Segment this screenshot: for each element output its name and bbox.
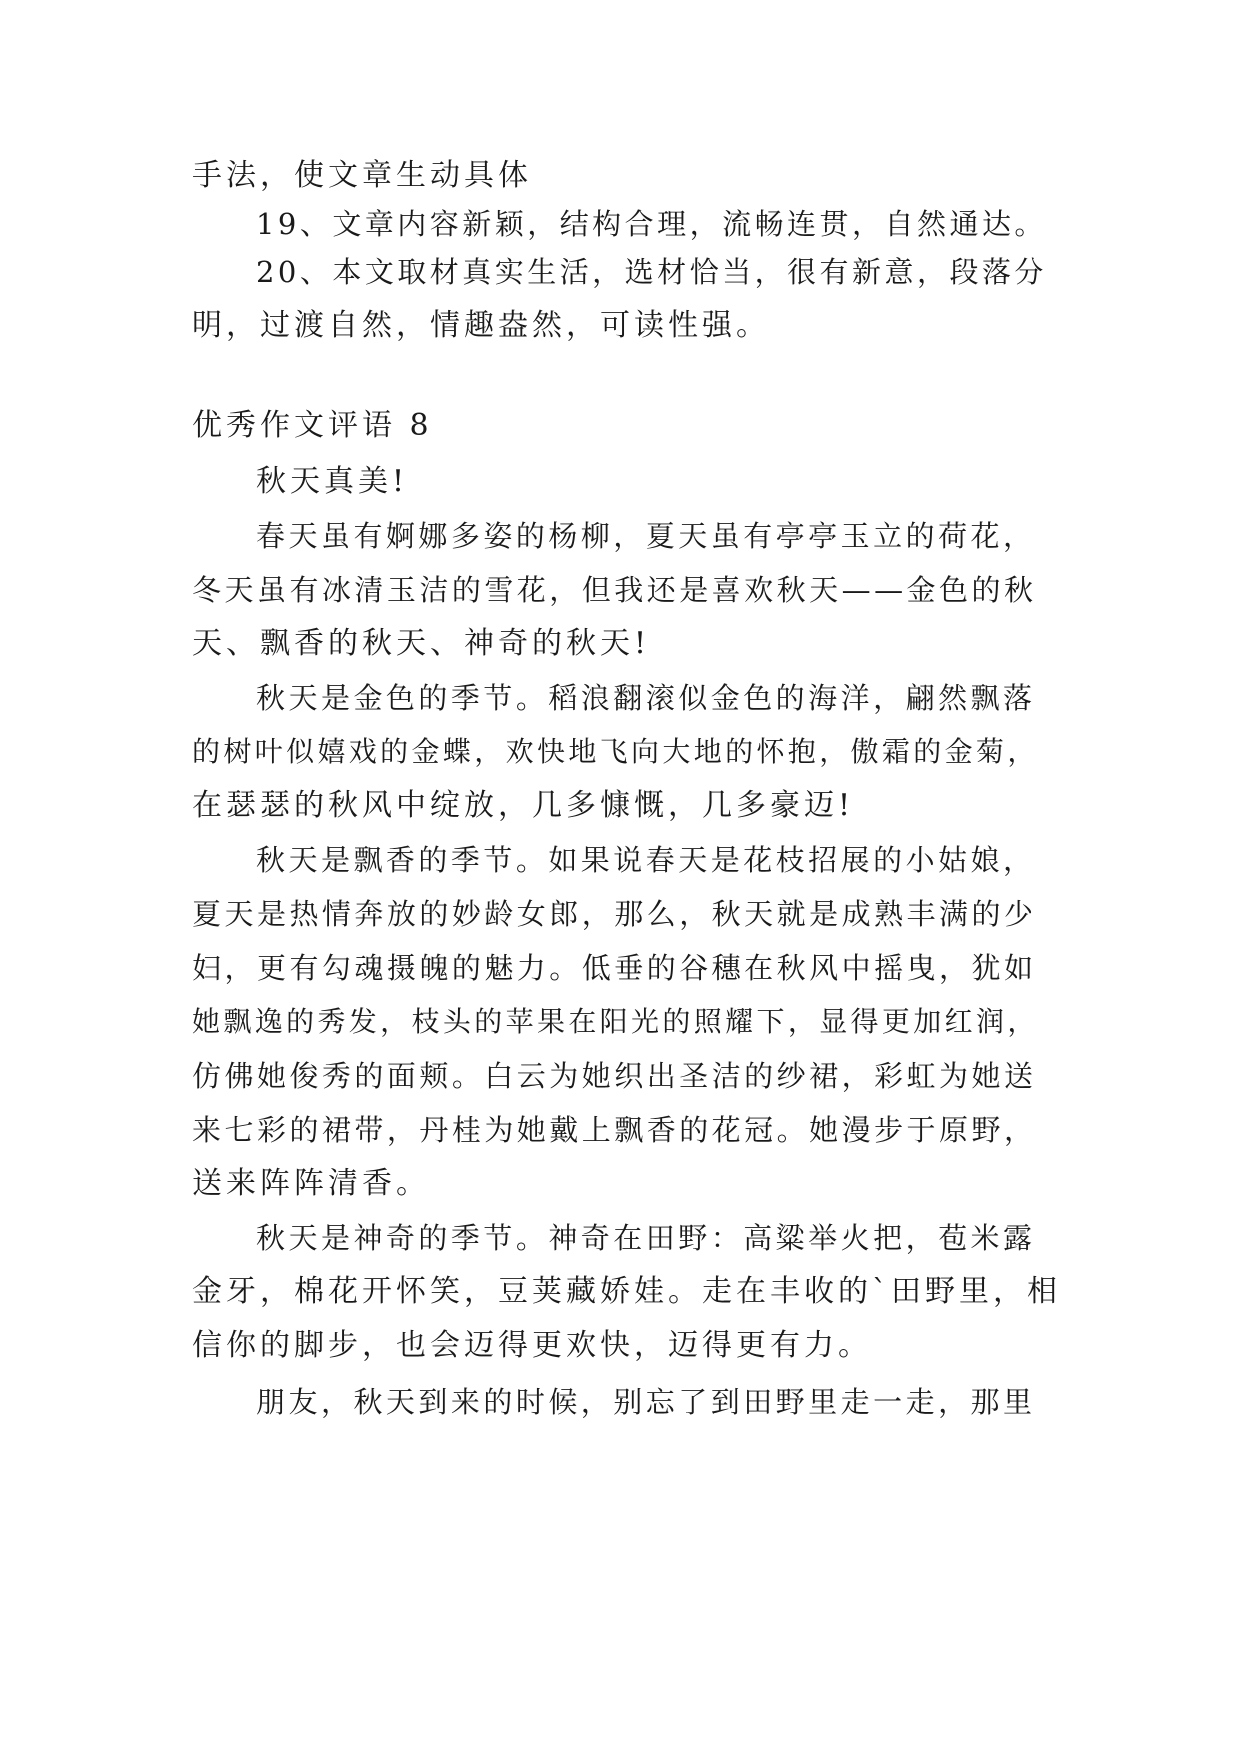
text-line: 冬天虽有冰清玉洁的雪花，但我还是喜欢秋天——金色的秋	[192, 573, 1037, 607]
text-line: 明，过渡自然，情趣盎然，可读性强。	[192, 308, 770, 343]
text-line: 金牙，棉花开怀笑，豆荚藏娇娃。走在丰收的`田野里，相	[192, 1274, 1061, 1309]
text-line: 秋天是金色的季节。稻浪翻滚似金色的海洋，翩然飘落	[256, 681, 1036, 715]
text-line: 20、本文取材真实生活，选材恰当，很有新意，段落分	[256, 255, 1047, 289]
text-line: 信你的脚步，也会迈得更欢快，迈得更有力。	[192, 1328, 872, 1363]
text-line: 朋友，秋天到来的时候，别忘了到田野里走一走，那里	[256, 1385, 1036, 1419]
text-line: 手法，使文章生动具体	[192, 158, 532, 193]
text-line: 送来阵阵清香。	[192, 1166, 430, 1201]
text-line: 春天虽有婀娜多姿的杨柳，夏天虽有亭亭玉立的荷花，	[256, 519, 1036, 553]
text-line: 妇，更有勾魂摄魄的魅力。低垂的谷穗在秋风中摇曳，犹如	[192, 951, 1037, 985]
text-line: 天、飘香的秋天、神奇的秋天!	[192, 626, 651, 661]
text-line: 19、文章内容新颖，结构合理，流畅连贯，自然通达。	[256, 207, 1047, 241]
section-heading: 优秀作文评语 8	[192, 408, 433, 443]
text-line: 仿佛她俊秀的面颊。白云为她织出圣洁的纱裙，彩虹为她送	[192, 1059, 1037, 1093]
text-line: 夏天是热情奔放的妙龄女郎，那么，秋天就是成熟丰满的少	[192, 897, 1037, 931]
essay-title: 秋天真美!	[256, 464, 409, 499]
text-line: 秋天是神奇的季节。神奇在田野：高粱举火把，苞米露	[256, 1221, 1036, 1255]
text-line: 她飘逸的秀发，枝头的苹果在阳光的照耀下，显得更加红润，	[192, 1005, 1039, 1038]
text-line: 在瑟瑟的秋风中绽放，几多慷慨，几多豪迈!	[192, 788, 855, 823]
text-line: 的树叶似嬉戏的金蝶，欢快地飞向大地的怀抱，傲霜的金菊，	[192, 735, 1039, 768]
text-line: 秋天是飘香的季节。如果说春天是花枝招展的小姑娘，	[256, 843, 1036, 877]
text-line: 来七彩的裙带，丹桂为她戴上飘香的花冠。她漫步于原野，	[192, 1113, 1037, 1147]
